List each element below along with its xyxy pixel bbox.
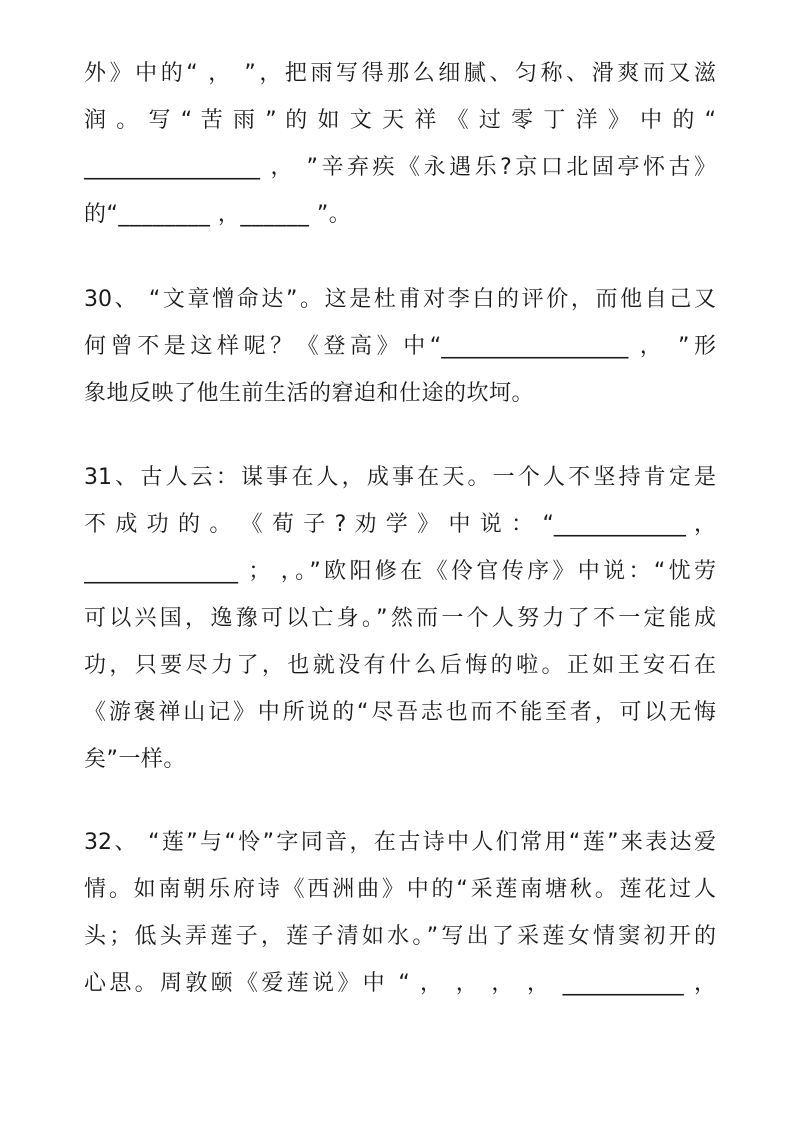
question-30-line: 何曾不是这样呢？《登高》中“_________________ ， ”形 xyxy=(84,334,716,359)
question-32-line: 32、 “莲”与“怜”字同音，在古诗中人们常用“莲”来表达爱 xyxy=(84,830,716,855)
question-32-line: 头；低头弄莲子，莲子清如水。”写出了采莲女情窦初开的 xyxy=(84,924,716,949)
question-32-line: 心思。周敦颐《爱莲说》中 “ ， ， ， ， ___________ ， xyxy=(84,971,716,996)
paragraph-line: 外》中的“ ， ”，把雨写得那么细腻、匀称、滑爽而又滋 xyxy=(84,61,716,86)
question-30-line: 30、 “文章憎命达”。这是杜甫对李白的评价，而他自己又 xyxy=(84,287,716,312)
question-31-line: 不 成 功 的 。 《 荀 子 ? 劝 学 》 中 说 ： “____________ ， xyxy=(84,512,716,537)
paragraph-line: 的“________ ，______ ”。 xyxy=(84,202,352,227)
paragraph-line: ________________ ， ”辛弃疾《永遇乐?京口北固亭怀古》 xyxy=(84,155,716,180)
question-31-line: 《游褒禅山记》中所说的“尽吾志也而不能至者，可以无悔 xyxy=(84,700,716,725)
question-31-line: 可以兴国，逸豫可以亡身。”然而一个人努力了不一定能成 xyxy=(84,606,716,631)
question-31-line: 矣”一样。 xyxy=(84,747,186,772)
question-31-line: 功，只要尽力了，也就没有什么后悔的啦。正如王安石在 xyxy=(84,653,716,678)
question-32-line: 情。如南朝乐府诗《西洲曲》中的“采莲南塘秋。莲花过人 xyxy=(84,877,716,902)
paragraph-line: 润 。 写 “ 苦 雨 ” 的 如 文 天 祥 《 过 零 丁 洋 》 中 的 “ xyxy=(84,108,716,133)
question-31-line: ______________ ； ，。”欧阳修在《伶官传序》中说：“忧劳 xyxy=(84,559,716,584)
question-31-line: 31、古人云：谋事在人，成事在天。一个人不坚持肯定是 xyxy=(84,465,716,490)
question-30-line: 象地反映了他生前生活的窘迫和仕途的坎坷。 xyxy=(84,381,535,406)
